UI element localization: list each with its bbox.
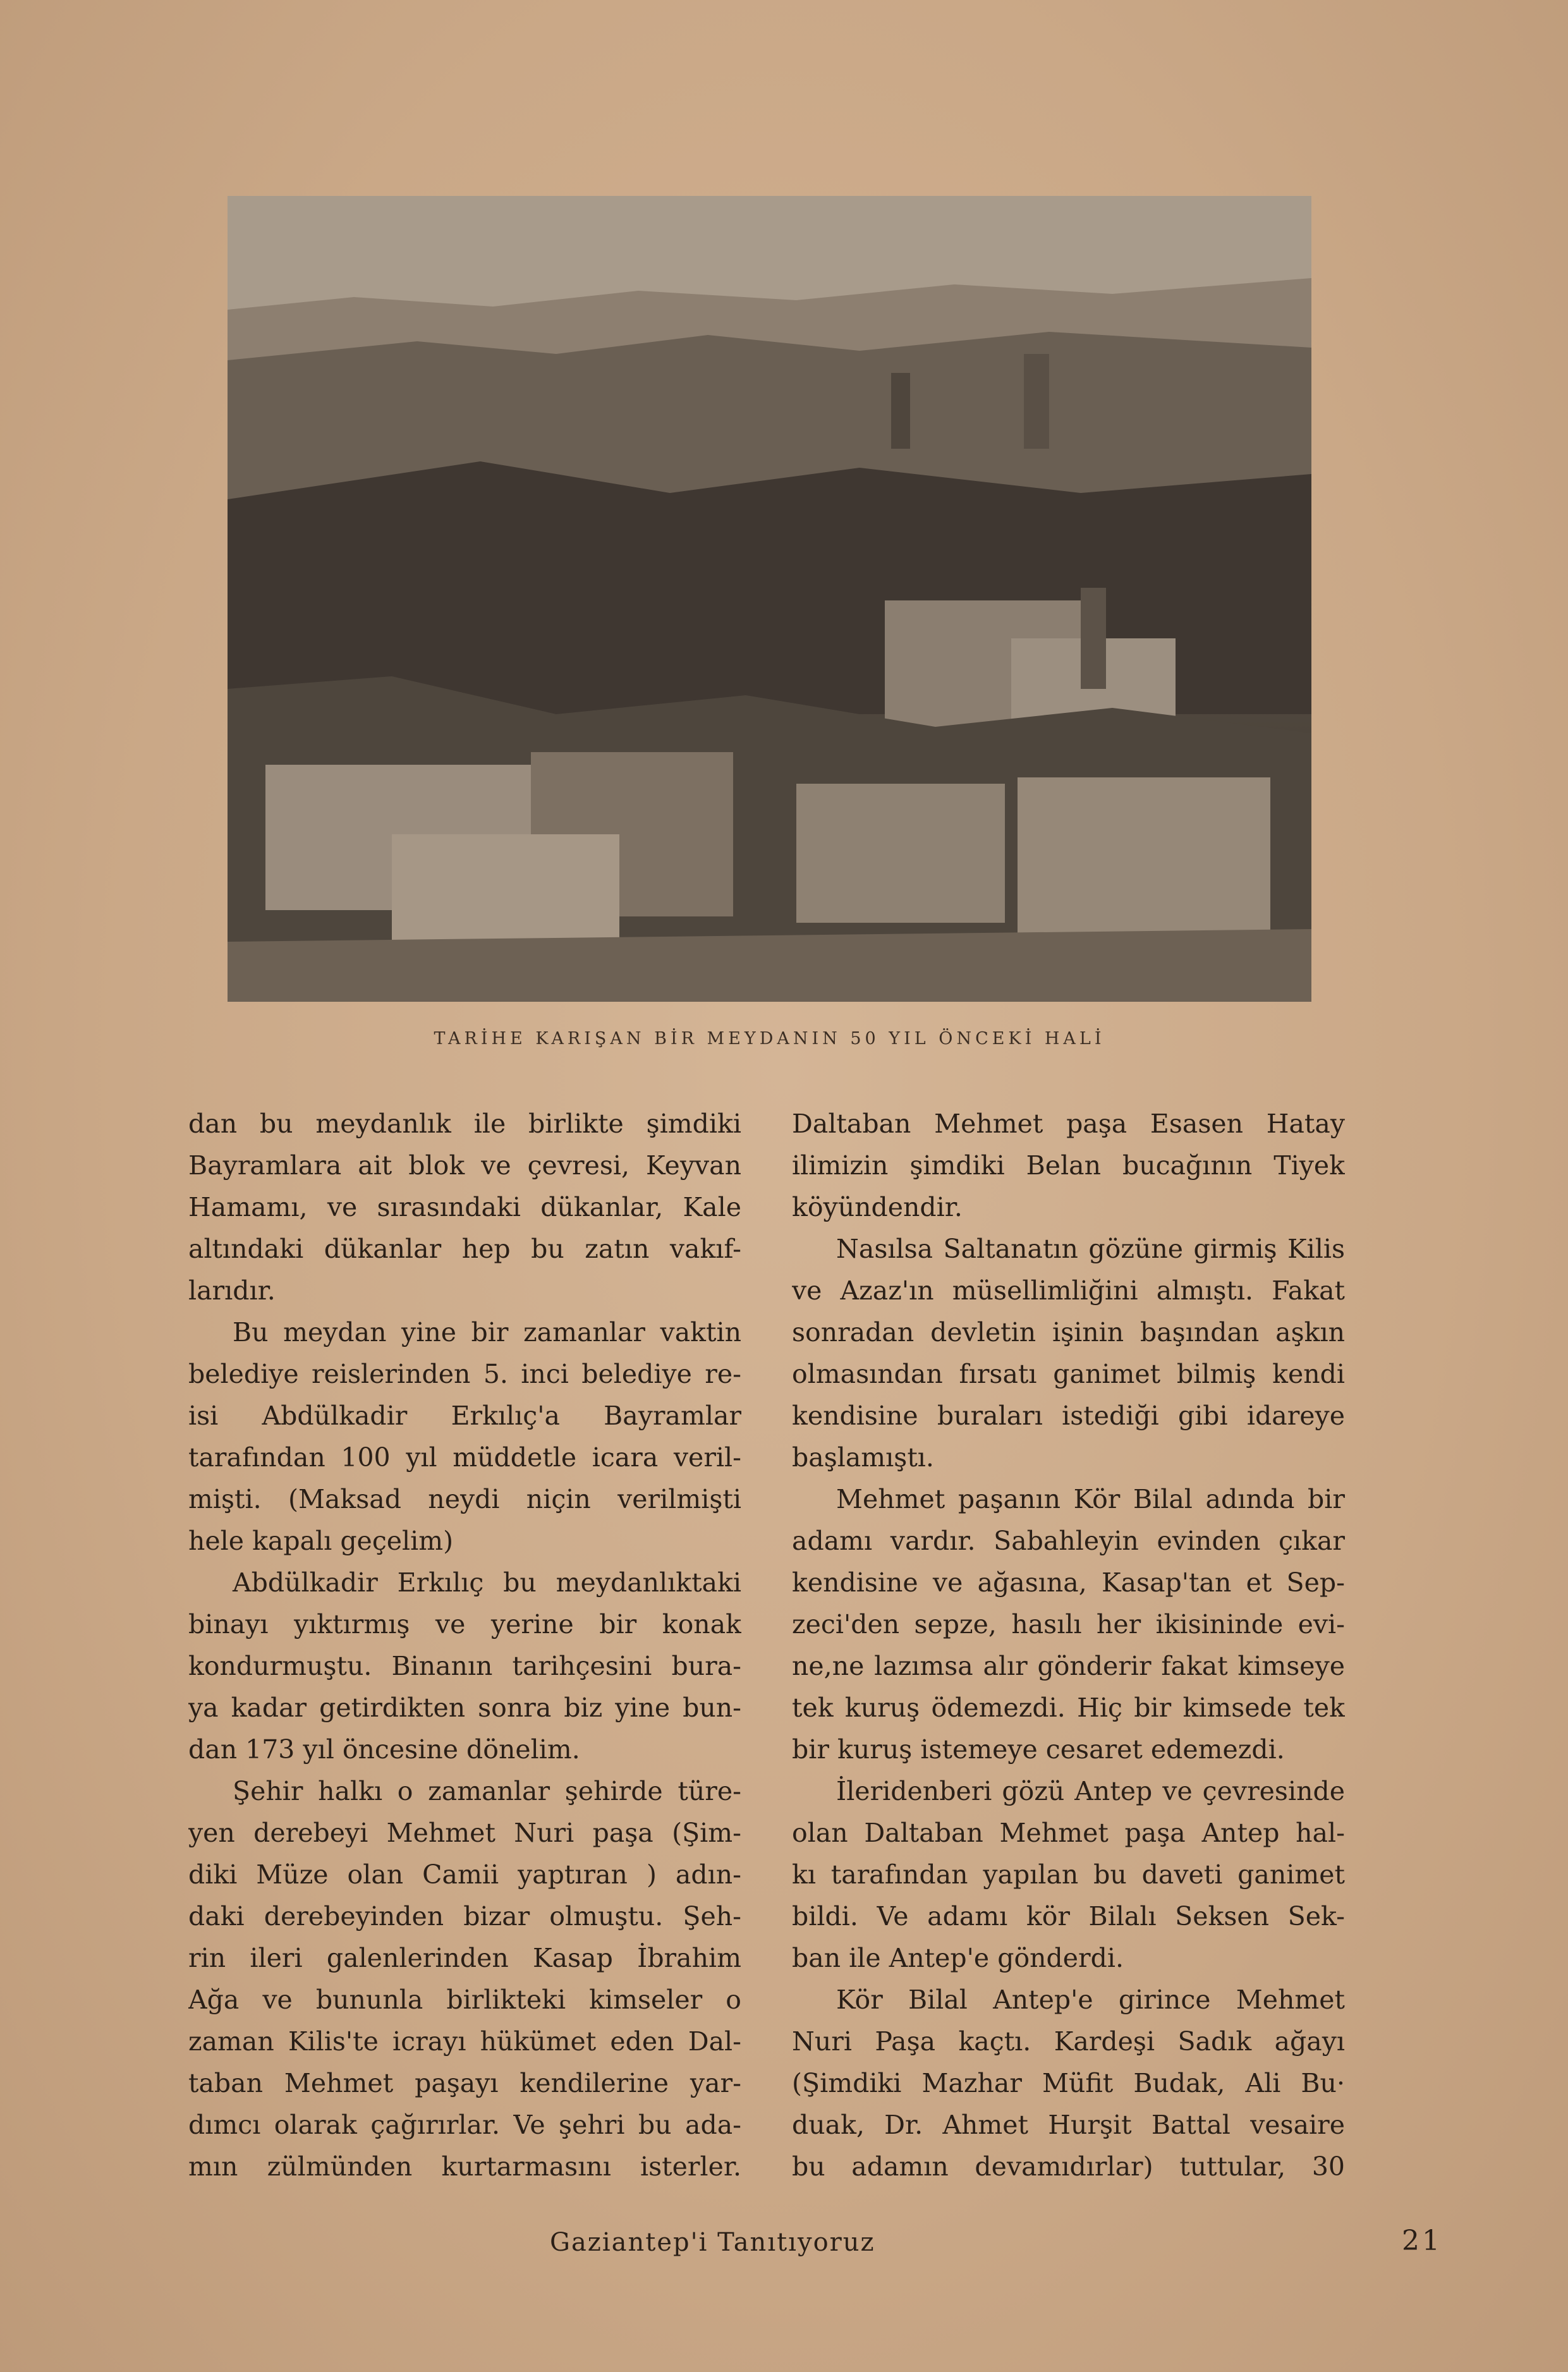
paragraph-line: zaman Kilis'te icrayı hükümet eden Dal- <box>188 2026 741 2057</box>
paragraph-line: Abdülkadir Erkılıç bu meydanlıktaki <box>233 1567 741 1598</box>
paragraph-line: ne,ne lazımsa alır gönderir fakat kimseye <box>792 1651 1345 1681</box>
paragraph-line: olmasından fırsatı ganimet bilmiş kendi <box>792 1359 1345 1389</box>
page-number: 21 <box>1402 2225 1442 2257</box>
paragraph-line: Nasılsa Saltanatın gözüne girmiş Kilis <box>836 1234 1345 1264</box>
paragraph-line: Daltaban Mehmet paşa Esasen Hatay <box>792 1109 1345 1139</box>
paragraph-line: kondurmuştu. Binanın tarihçesini bura- <box>188 1651 741 1681</box>
paragraph-line: isi Abdülkadir Erkılıç'a Bayramlar <box>188 1401 741 1431</box>
paragraph-line: kendisine buraları istediği gibi idareye <box>792 1401 1345 1431</box>
paragraph-line: tarafından 100 yıl müddetle icara veril- <box>188 1442 741 1473</box>
paragraph-line: binayı yıktırmış ve yerine bir konak <box>188 1609 741 1639</box>
paragraph-line: bu adamın devamıdırlar) tuttular, 30 <box>792 2151 1345 2182</box>
paragraph-line: sonradan devletin işinin başından aşkın <box>792 1317 1345 1347</box>
paragraph-line: ban ile Antep'e gönderdi. <box>792 1943 1124 1973</box>
paragraph-line: yen derebeyi Mehmet Nuri paşa (Şim- <box>188 1818 741 1848</box>
paragraph-line: hele kapalı geçelim) <box>188 1526 454 1556</box>
paragraph-line: Hamamı, ve sırasındaki dükanlar, Kale <box>188 1192 741 1222</box>
paragraph-line: mın zülmünden kurtarmasını isterler. <box>188 2151 741 2182</box>
paragraph-line: zeci'den sepze, hasılı her ikisininde evi- <box>792 1609 1345 1639</box>
paragraph-line: İleridenberi gözü Antep ve çevresinde <box>836 1776 1345 1806</box>
paragraph-line: ve Azaz'ın müsellimliğini almıştı. Fakat <box>792 1275 1345 1306</box>
paragraph-line: Bu meydan yine bir zamanlar vaktin <box>233 1317 741 1347</box>
paragraph-line: bir kuruş istemeye cesaret edemezdi. <box>792 1734 1285 1765</box>
paragraph-line: mişti. (Maksad neydi niçin verilmişti <box>188 1484 741 1514</box>
paragraph-line: Mehmet paşanın Kör Bilal adında bir <box>836 1484 1345 1514</box>
paragraph-line: rin ileri galenlerinden Kasap İbrahim <box>188 1943 741 1973</box>
photo-caption: TARİHE KARIŞAN BİR MEYDANIN 50 YIL ÖNCEKİ HALİ <box>434 1029 1105 1049</box>
paragraph-line: altındaki dükanlar hep bu zatın vakıf- <box>188 1234 741 1264</box>
paragraph-line: belediye reislerinden 5. inci belediye re- <box>188 1359 741 1389</box>
paragraph-line: diki Müze olan Camii yaptıran ) adın- <box>188 1859 741 1890</box>
paragraph-line: ya kadar getirdikten sonra biz yine bun- <box>188 1693 741 1723</box>
paragraph-line: Nuri Paşa kaçtı. Kardeşi Sadık ağayı <box>792 2026 1345 2057</box>
publication-title: Gaziantep'i Tanıtıyoruz <box>550 2228 875 2257</box>
right-text-column <box>792 1103 1345 2187</box>
paragraph-line: Bayramlara ait blok ve çevresi, Keyvan <box>188 1150 741 1181</box>
paragraph-line: (Şimdiki Mazhar Müfit Budak, Ali Bu· <box>792 2068 1345 2098</box>
paragraph-line: Ağa ve bununla birlikteki kimseler o <box>188 1985 741 2015</box>
city-panorama-image <box>228 196 1311 1002</box>
paragraph-line: larıdır. <box>188 1275 276 1306</box>
paragraph-line: duak, Dr. Ahmet Hurşit Battal vesaire <box>792 2110 1345 2140</box>
paragraph-line: Şehir halkı o zamanlar şehirde türe- <box>233 1776 741 1806</box>
paragraph-line: olan Daltaban Mehmet paşa Antep hal- <box>792 1818 1345 1848</box>
paragraph-line: ilimizin şimdiki Belan bucağının Tiyek <box>792 1150 1345 1181</box>
paragraph-line: adamı vardır. Sabahleyin evinden çıkar <box>792 1526 1345 1556</box>
paragraph-line: dımcı olarak çağırırlar. Ve şehri bu ada- <box>188 2110 741 2140</box>
paragraph-line: taban Mehmet paşayı kendilerine yar- <box>188 2068 741 2098</box>
paragraph-line: tek kuruş ödemezdi. Hiç bir kimsede tek <box>792 1693 1345 1723</box>
historical-square-photo <box>228 196 1311 1002</box>
left-text-column <box>188 1103 741 2187</box>
paragraph-line: dan bu meydanlık ile birlikte şimdiki <box>188 1109 741 1139</box>
paragraph-line: kı tarafından yapılan bu daveti ganimet <box>792 1859 1345 1890</box>
paragraph-line: bildi. Ve adamı kör Bilalı Seksen Sek- <box>792 1901 1345 1931</box>
paragraph-line: başlamıştı. <box>792 1442 934 1473</box>
paragraph-line: Kör Bilal Antep'e girince Mehmet <box>836 1985 1345 2015</box>
paragraph-line: daki derebeyinden bizar olmuştu. Şeh- <box>188 1901 741 1931</box>
paragraph-line: dan 173 yıl öncesine dönelim. <box>188 1734 580 1765</box>
paragraph-line: kendisine ve ağasına, Kasap'tan et Sep- <box>792 1567 1345 1598</box>
paragraph-line: köyündendir. <box>792 1192 963 1222</box>
